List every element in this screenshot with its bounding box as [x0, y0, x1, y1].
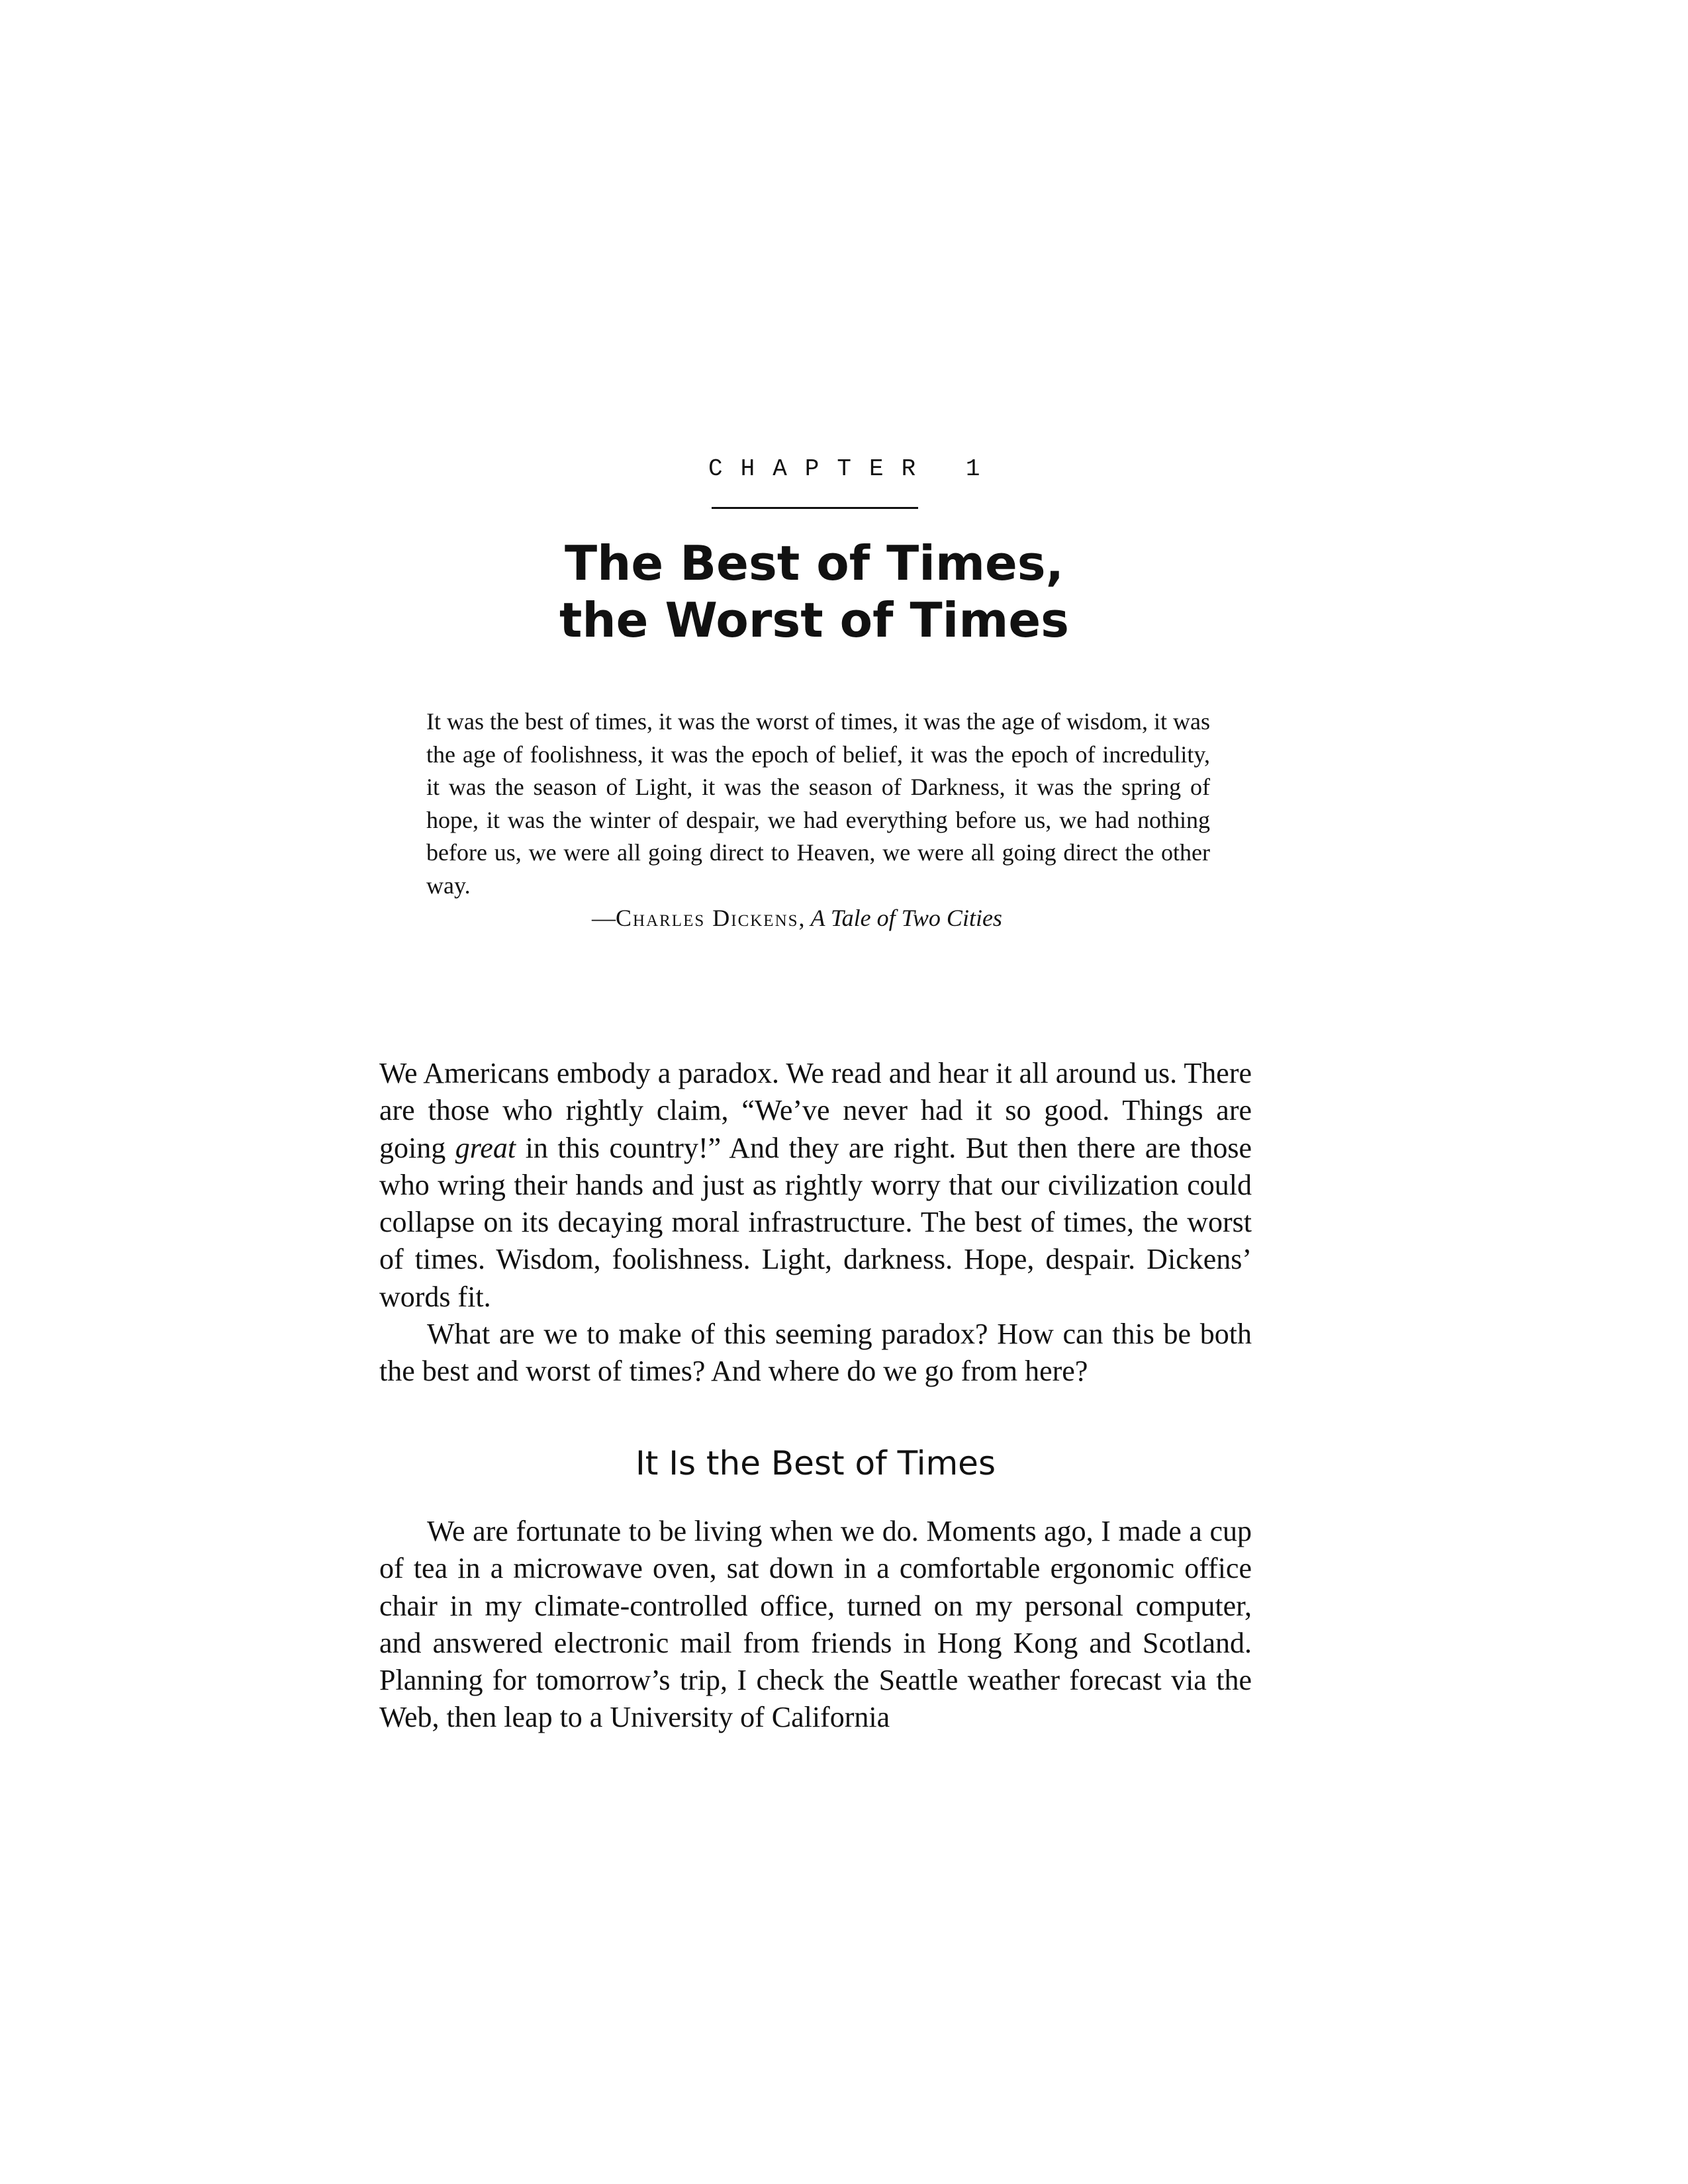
epigraph: [426, 705, 1210, 935]
body-paragraph-1-emphasis: great: [455, 1131, 516, 1164]
chapter-title: [463, 535, 1165, 649]
chapter-label: CHAPTER 1: [708, 455, 998, 482]
body-paragraph-1: [379, 1055, 1252, 1316]
section-paragraph-1: We are fortunate to be living when we do. Moments ago, I made a cup of tea in a microwave oven, sat down in a comfortable ergonomic office chair in my climate-controlled office, turned on my personal computer, and answered electronic mail from friends in Hong Kong and Scotland. Planning for tomorrow’s trip, I check the Seattle weather forecast via the Web, then leap to a University of California: [379, 1515, 1252, 1734]
body-paragraph-1-part-2: in this country!” And they are right. But then there are those who wring their hands and just as rightly worry that our civilization could collapse on its decaying moral infrastructure. The best of times, the worst of times. Wisdom, foolishness. Light, darkness. Hope, despair. Dickens’ words fit.: [379, 1131, 1252, 1313]
chapter-title-line-1: The Best of Times,: [564, 535, 1064, 591]
body-paragraph-2: What are we to make of this seeming paradox? How can this be both the best and worst of times? And where do we go from here?: [379, 1318, 1252, 1388]
epigraph-attribution: [426, 902, 1210, 935]
attribution-title: A Tale of Two Cities: [810, 905, 1002, 931]
chapter-title-line-2: the Worst of Times: [559, 592, 1070, 648]
section-heading: It Is the Best of Times: [635, 1444, 996, 1482]
chapter-body: [379, 1055, 1252, 1390]
epigraph-quote: It was the best of times, it was the worst of times, it was the age of wisdom, it was the age of foolishness, it was the epoch of belief, it was the epoch of incredulity, it was the season of Light, it was the season of Darkness, it was the spring of hope, it was the winter of despair, we had everything before us, we had nothing before us, we were all going direct to Heaven, we were all going direct the other way.: [426, 708, 1210, 899]
chapter-rule: [712, 507, 918, 509]
attribution-separator: ,: [798, 905, 811, 931]
attribution-author: Charles Dickens: [616, 905, 799, 931]
attribution-dash: —: [592, 905, 616, 931]
body-paragraph-1-part-1: We Americans embody a paradox. We read and hear it all around us. There are those who rightly claim, “We’ve never had it so good. Things are going: [379, 1057, 1252, 1164]
